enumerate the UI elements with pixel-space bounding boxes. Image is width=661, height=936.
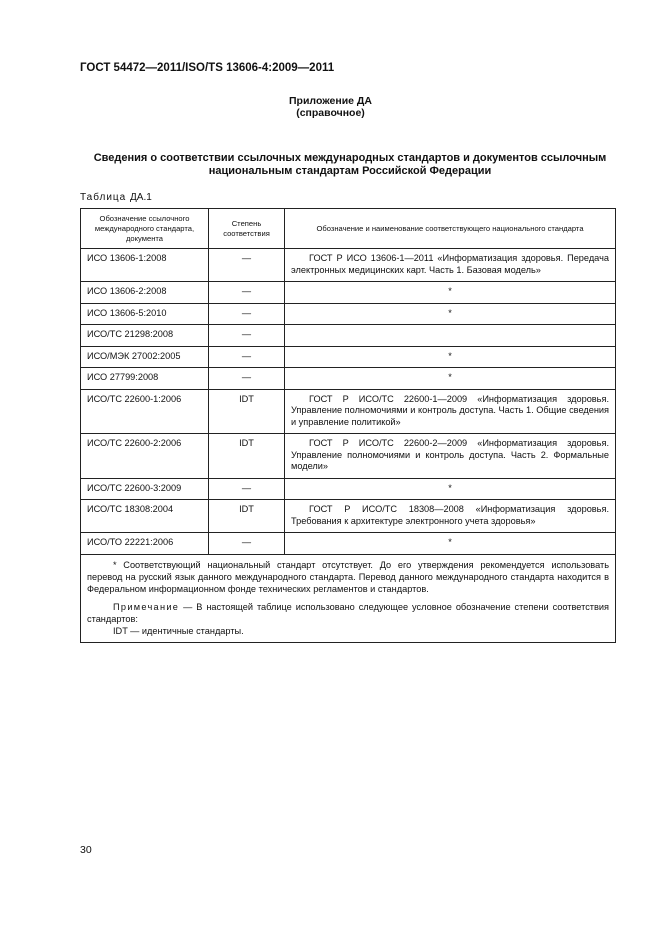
table-row <box>81 478 616 500</box>
cell-national-standard: * <box>285 346 616 368</box>
cell-international-standard: ИСО 13606-5:2010 <box>81 303 209 325</box>
cell-international-standard: ИСО 13606-1:2008 <box>81 249 209 282</box>
appendix-title: Приложение ДА <box>289 95 372 107</box>
cell-international-standard: ИСО 13606-2:2008 <box>81 282 209 304</box>
cell-national-standard: * <box>285 478 616 500</box>
cell-national-standard: ГОСТ Р ИСО/ТС 22600-2—2009 «Информатизация здоровья. Управление полномочиями и контроль доступа. Часть 2. Формальные модели» <box>285 434 616 479</box>
appendix-heading <box>0 95 661 119</box>
table-note <box>87 601 609 625</box>
cell-degree: IDT <box>209 434 285 479</box>
table-row <box>81 282 616 304</box>
section-title-line-1: Сведения о соответствии ссылочных международных стандартов и документов ссылочным <box>93 152 607 164</box>
document-code-header: ГОСТ 54472—2011/ISO/TS 13606-4:2009—2011 <box>80 62 335 74</box>
cell-international-standard: ИСО/ТС 21298:2008 <box>81 325 209 347</box>
table-row <box>81 533 616 555</box>
table-row <box>81 368 616 390</box>
page-number: 30 <box>80 844 92 856</box>
cell-international-standard: ИСО/ТС 22600-3:2009 <box>81 478 209 500</box>
table-caption-number: ДА.1 <box>130 192 152 203</box>
note-item: IDT — идентичные стандарты. <box>113 625 244 636</box>
cell-national-standard <box>285 325 616 347</box>
cell-international-standard: ИСО/ТС 18308:2004 <box>81 500 209 533</box>
table-row <box>81 303 616 325</box>
table-caption-word: Таблица <box>80 192 127 203</box>
note-text: — В настоящей таблице использовано следующее условное обозначение степени соответствия стандартов: <box>87 601 609 624</box>
appendix-subtitle: (справочное) <box>296 107 365 119</box>
table-row <box>81 500 616 533</box>
cell-international-standard: ИСО/ТО 22221:2006 <box>81 533 209 555</box>
cell-degree: — <box>209 325 285 347</box>
cell-national-standard: * <box>285 303 616 325</box>
cell-degree: — <box>209 303 285 325</box>
table-header-row <box>81 209 616 249</box>
cell-national-standard: * <box>285 533 616 555</box>
table-row <box>81 249 616 282</box>
cell-international-standard: ИСО 27799:2008 <box>81 368 209 390</box>
cell-degree: — <box>209 478 285 500</box>
cell-degree: — <box>209 368 285 390</box>
footnote: * Соответствующий национальный стандарт отсутствует. До его утверждения рекомендуется использовать перевод на русский язык данного международного стандарта. Перевод данного международного стандарта находится в Федеральном информационном фонде технических регламентов и стандартов. <box>87 559 609 594</box>
cell-international-standard: ИСО/МЭК 27002:2005 <box>81 346 209 368</box>
cell-degree: — <box>209 346 285 368</box>
table-row <box>81 346 616 368</box>
cell-degree: IDT <box>209 500 285 533</box>
cell-national-standard: ГОСТ Р ИСО/ТС 18308—2008 «Информатизация здоровья. Требования к архитектуре электронного учета здоровья» <box>285 500 616 533</box>
cell-degree: — <box>209 282 285 304</box>
cell-national-standard: * <box>285 282 616 304</box>
table-row <box>81 325 616 347</box>
table-row <box>81 434 616 479</box>
cell-national-standard: * <box>285 368 616 390</box>
section-title-line-2: национальным стандартам Российской Федерации <box>208 165 492 177</box>
cell-international-standard: ИСО/ТС 22600-1:2006 <box>81 389 209 434</box>
header-national-standard: Обозначение и наименование соответствующего национального стандарта <box>285 209 616 249</box>
table-caption <box>80 192 152 203</box>
section-title <box>60 152 640 178</box>
cell-national-standard: ГОСТ Р ИСО 13606-1—2011 «Информатизация здоровья. Передача электронных медицинских карт. Часть 1. Базовая модель» <box>285 249 616 282</box>
cell-international-standard: ИСО/ТС 22600-2:2006 <box>81 434 209 479</box>
cell-degree: IDT <box>209 389 285 434</box>
header-international-standard: Обозначение ссылочного международного стандарта, документа <box>81 209 209 249</box>
header-degree: Степень соответствия <box>209 209 285 249</box>
note-label: Примечание <box>113 601 180 612</box>
cell-degree: — <box>209 533 285 555</box>
correspondence-table <box>80 208 616 643</box>
table-row <box>81 389 616 434</box>
cell-degree: — <box>209 249 285 282</box>
table-notes-row <box>81 554 616 642</box>
table-notes-cell <box>81 554 616 642</box>
cell-national-standard: ГОСТ Р ИСО/ТС 22600-1—2009 «Информатизация здоровья. Управление полномочиями и контроль доступа. Часть 1. Общие сведения и управление политикой» <box>285 389 616 434</box>
